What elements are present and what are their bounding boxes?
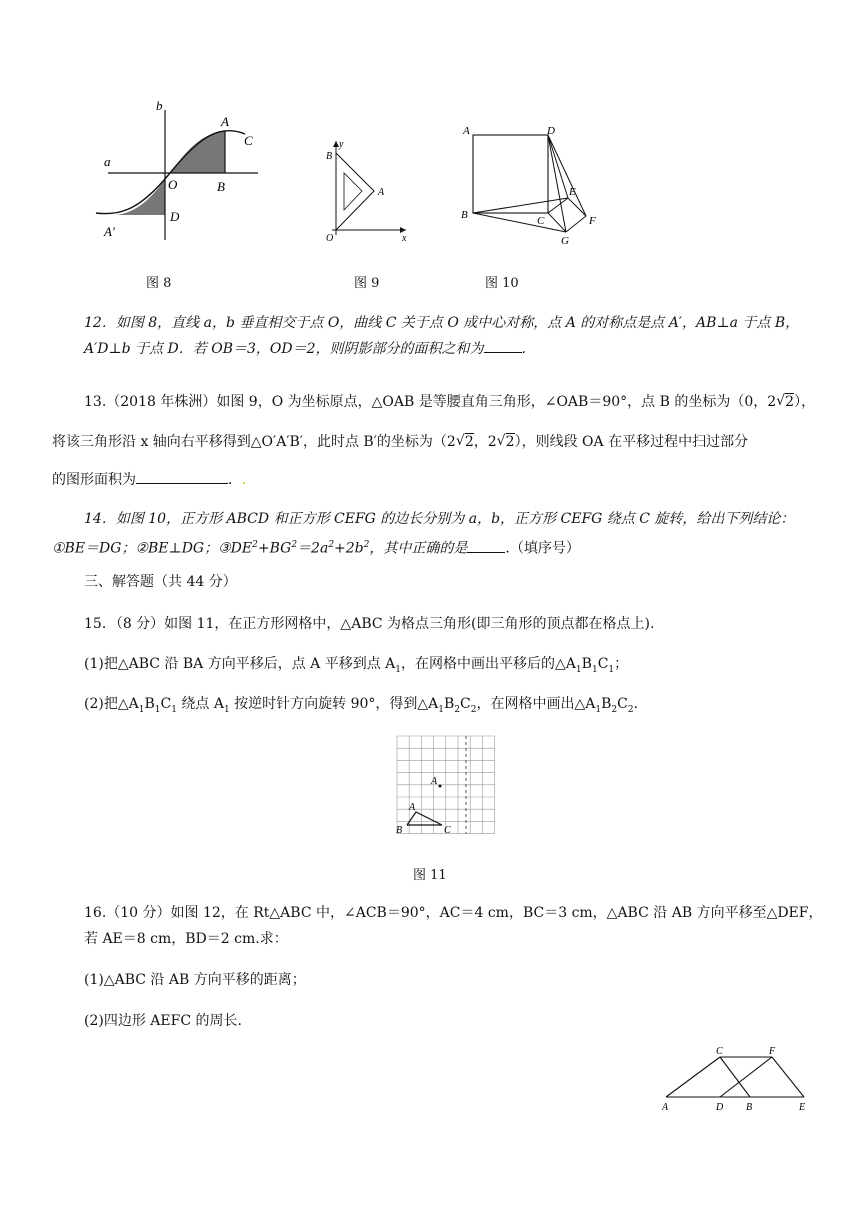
figure-12 — [656, 1042, 816, 1116]
q13-line2-c: ），则线段 OA 在平移过程中扫过部分 — [514, 434, 749, 450]
triangle-inner — [344, 173, 362, 210]
figure-10-caption: 图 10 — [485, 276, 519, 291]
q14-answer-blank[interactable] — [467, 552, 505, 553]
q15-part2 — [84, 694, 638, 720]
q13-line2-a: 将该三角形沿 x 轴向右平移得到△O′A′B′，此时点 B′的坐标为（2 — [52, 434, 456, 450]
sub: 1 — [171, 704, 177, 715]
label-A: A — [662, 1102, 669, 1113]
q16-part2: (2)四边形 AEFC 的周长. — [84, 1013, 242, 1029]
q14-sup3: 2 — [328, 540, 335, 550]
label-A: A — [378, 187, 385, 198]
section-3-heading: 三、解答题（共 44 分） — [84, 574, 237, 590]
figure-11-grid — [394, 733, 496, 837]
sub: 2 — [611, 704, 618, 715]
shaded-region-left — [115, 173, 170, 215]
t: . — [633, 696, 639, 712]
label-O: O — [168, 177, 178, 192]
q16-intro-line2: 若 AE＝8 cm，BD＝2 cm.求： — [84, 931, 288, 947]
sub: 1 — [395, 664, 402, 675]
label-B: B — [746, 1102, 753, 1113]
sub: 1 — [608, 664, 615, 675]
q14-line2 — [52, 535, 580, 559]
q14-line2-e: ，其中正确的是 — [369, 540, 468, 557]
t: ，在网格中画出△A — [476, 696, 596, 712]
q14-sup4: 2 — [363, 540, 370, 550]
sqrt-radicand: 2 — [464, 434, 474, 450]
figure-11-caption: 图 11 — [413, 868, 447, 883]
sqrt-symbol — [497, 432, 515, 452]
q12-line2 — [84, 339, 526, 359]
q14-line2-f: .（填序号） — [505, 540, 580, 557]
q13-line3-dot: . — [242, 472, 247, 488]
q16-part1: (1)△ABC 沿 AB 方向平移的距离； — [84, 972, 306, 988]
segment-fe — [772, 1057, 804, 1097]
segment-df — [548, 135, 586, 216]
label-B: B — [326, 151, 333, 162]
label-B: B — [396, 825, 403, 836]
q14-line2-a: ①BE＝DG；②BE⊥DG；③DE — [52, 540, 253, 557]
sqrt-radicand: 2 — [785, 394, 795, 410]
sub: 1 — [223, 704, 230, 715]
t: 按逆时针方向旋转 90°，得到△A — [229, 696, 439, 712]
q15-part1 — [84, 654, 628, 680]
label-G: G — [561, 235, 569, 247]
q12-line2-text: A′D⊥b 于点 D．若 OB＝3，OD＝2，则阴影部分的面积之和为 — [84, 341, 484, 357]
q14-line1: 14．如图 10，正方形 ABCD 和正方形 CEFG 的边长分别为 a，b，正方形 CEFG 绕点 C 旋转，给出下列结论： — [84, 511, 795, 527]
label-b-axis: b — [156, 98, 163, 113]
label-D: D — [170, 209, 180, 224]
t: (2)把△A — [84, 696, 139, 712]
q13-line1 — [84, 392, 815, 412]
figure-8-caption: 图 8 — [146, 276, 172, 291]
sub: 2 — [627, 704, 634, 715]
sqrt-symbol — [456, 432, 474, 452]
q13-line3-end: ． — [228, 472, 242, 488]
t: B — [444, 696, 455, 712]
q15-p1-a: (1)把△ABC 沿 BA 方向平移后，点 A 平移到点 A — [84, 656, 396, 672]
q15-p1-b: ，在网格中画出平移后的△A — [401, 656, 576, 672]
segment-ac — [666, 1057, 720, 1097]
label-B: B — [461, 209, 468, 221]
sqrt-symbol — [776, 392, 794, 412]
label-D: D — [547, 125, 555, 137]
sub: 2 — [454, 704, 461, 715]
figure-9 — [318, 135, 418, 247]
q16-intro-line1: 16.（10 分）如图 12，在 Rt△ABC 中，∠ACB＝90°，AC＝4 cm，BC＝3 cm，△ABC 沿 AB 方向平移至△DEF， — [84, 905, 823, 921]
q12-answer-blank[interactable] — [484, 352, 522, 353]
label-B: B — [217, 179, 225, 194]
q14-line2-d: +2b — [334, 540, 364, 557]
q13-line2 — [52, 432, 748, 452]
q13-line1-a: 13.（2018 年株洲）如图 9，O 为坐标原点，△OAB 是等腰直角三角形，∠OAB＝90°，点 B 的坐标为（0，2 — [84, 394, 777, 410]
label-C: C — [244, 133, 253, 148]
segment-be — [473, 198, 568, 213]
t: B — [144, 696, 155, 712]
q14-line2-b: +BG — [257, 540, 292, 557]
triangle-oab — [336, 153, 374, 230]
sub: 1 — [154, 704, 161, 715]
t: C — [460, 696, 471, 712]
label-F: F — [589, 215, 596, 227]
t: B — [601, 696, 612, 712]
label-A: A — [221, 114, 229, 129]
q15-p1-d: C — [597, 656, 609, 672]
label-O: O — [326, 233, 334, 244]
q13-line3 — [52, 470, 246, 490]
sqrt-radicand: 2 — [505, 434, 515, 450]
q12-line2-end: . — [521, 341, 526, 357]
label-y: y — [339, 139, 344, 150]
sub: 1 — [595, 704, 602, 715]
sub: 1 — [575, 664, 582, 675]
q15-intro: 15．（8 分）如图 11，在正方形网格中，△ABC 为格点三角形(即三角形的顶点都在格点上). — [84, 616, 655, 632]
sub: 1 — [591, 664, 598, 675]
shaded-region-right — [170, 131, 225, 173]
figure-8 — [90, 98, 270, 248]
sub: 2 — [470, 704, 477, 715]
label-A-top: A — [431, 776, 438, 787]
q15-p1-e: ； — [614, 656, 629, 672]
q13-line1-b: ）， — [794, 394, 816, 410]
q14-sup1: 2 — [252, 540, 258, 550]
label-F: F — [769, 1046, 776, 1057]
label-A-prime: A′ — [104, 224, 115, 239]
triangle-abc — [407, 812, 442, 825]
q13-line3-text: 的图形面积为 — [52, 472, 136, 488]
q14-line2-c: ＝2a — [297, 540, 329, 557]
label-A: A — [409, 802, 416, 813]
square-abcd — [473, 135, 548, 213]
q15-p1-c: B — [581, 656, 592, 672]
sub: 1 — [438, 704, 445, 715]
label-C: C — [444, 825, 451, 836]
point-a1 — [439, 785, 442, 788]
q13-answer-blank[interactable] — [136, 483, 228, 484]
label-D: D — [716, 1102, 724, 1113]
q13-line2-b: ，2 — [473, 434, 497, 450]
sub: 1 — [138, 704, 145, 715]
label-E: E — [569, 186, 576, 198]
label-x: x — [402, 233, 407, 244]
figure-10 — [455, 120, 605, 250]
label-a-axis: a — [104, 154, 111, 169]
figure-9-caption: 图 9 — [354, 276, 380, 291]
t: 绕点 A — [176, 696, 224, 712]
label-C: C — [716, 1046, 723, 1057]
label-A: A — [463, 125, 470, 137]
label-C: C — [537, 215, 545, 227]
q12-line1: 12．如图 8，直线 a，b 垂直相交于点 O，曲线 C 关于点 O 成中心对称，点 A 的对称点是点 A′，AB⊥a 于点 B， — [84, 315, 800, 331]
segment-bg — [473, 213, 566, 232]
q14-sup2: 2 — [291, 540, 298, 550]
t: C — [617, 696, 628, 712]
t: C — [160, 696, 172, 712]
label-E: E — [799, 1102, 806, 1113]
